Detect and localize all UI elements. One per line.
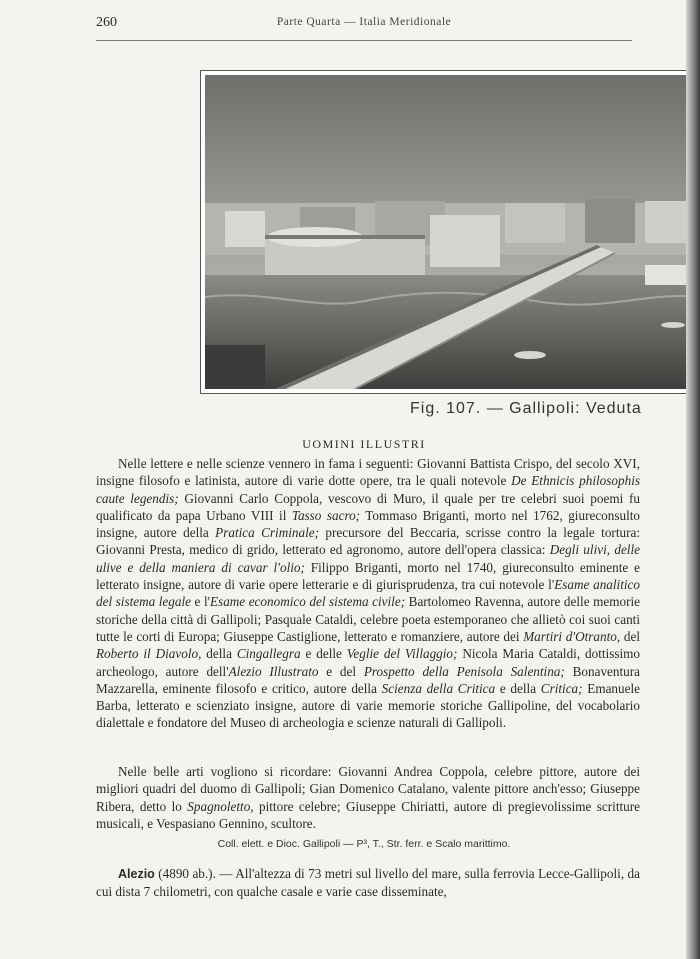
paragraph-alezio: Alezio (4890 ab.). — All'altezza di 73 metri sul livello del mare, sulla ferrovia Lecce-Gallipoli, da cui dista 7 chilometri, con qualche casale e varie case disseminate, <box>96 866 640 900</box>
page-edge-shadow <box>686 0 700 959</box>
gallipoli-photo-illustration <box>205 75 700 389</box>
entry-heading: Alezio <box>118 867 155 881</box>
paragraph-arts: Nelle belle arti vogliono si ricordare: Giovanni Andrea Coppola, celebre pittore, autore dei migliori quadri del duomo di Gallipoli; Gian Domenico Catalano, valente pittore anch'esso; Giuseppe Ribera, detto lo Spagnoletto, pittore celebre; Giuseppe Chiriatti, autore di pregievolissime scritture musicali, e Vespasiano Gennino, scultore. <box>96 764 640 831</box>
page-number: 260 <box>96 15 117 30</box>
paragraph-letters: Nelle lettere e nelle scienze vennero in fama i seguenti: Giovanni Battista Crispo, del secolo XVI, insigne filosofo e latinista, autore di varie dotte opere, tra le quali notevole De Ethnicis philosophis caute legendis; Giovanni Carlo Coppola, vescovo di Muro, il quale per tre celebri suoi poemi fu qualificato da papa Urbano VIII il Tasso sacro; Tommaso Briganti, morto nel 1762, giureconsulto insigne, autore della Pratica Criminale; precursore del Beccaria, scrisse contro la legale tortura: Giovanni Presta, medico di grido, letterato ed agronomo, autore dell'opera classica: Degli ulivi, delle ulive e della maniera di cavar l'olio; Filippo Briganti, morto nel 1740, giureconsulto eminente e letterato insigne, autore di varie opere letterarie e di giurisprudenza, tra cui notevole l'Esame analitico del sistema legale e l'Esame economico del sistema civile; Bartolomeo Ravenna, autore delle memorie storiche della città di Gallipoli; Pasquale Cataldi, celebre poeta estemporaneo che allietò coi suoi canti tutte le corti di Europa; Giuseppe Castiglione, letterato e romanziere, autore dei Martiri d'Otranto, del Roberto il Diavolo, della Cingallegra e delle Veglie del Villaggio; Nicola Maria Cataldi, dottissimo archeologo, autore dell'Alezio Illustrato e del Prospetto della Penisola Salentina; Bonaventura Mazzarella, eminente filosofo e critico, autore della Scienza della Critica e della Critica; Emanuele Barba, letterato e scienziato insigne, autore di varie memorie storiche Gallipoline, del vocabolario dialettale e fondatore del Museo di archeologia e scienze naturali di Gallipoli. <box>96 456 641 731</box>
administrative-note: Coll. elett. e Dioc. Gallipoli — P³, T., Str. ferr. e Scalo marittimo. <box>217 838 511 850</box>
running-head: Parte Quarta — Italia Meridionale <box>276 16 452 28</box>
figure-caption: Fig. 107. — Gallipoli: Veduta <box>410 400 642 417</box>
section-title: UOMINI ILLUSTRI <box>302 437 426 451</box>
page-header <box>96 15 632 35</box>
figure-photo <box>200 70 700 394</box>
header-rule <box>96 40 632 41</box>
